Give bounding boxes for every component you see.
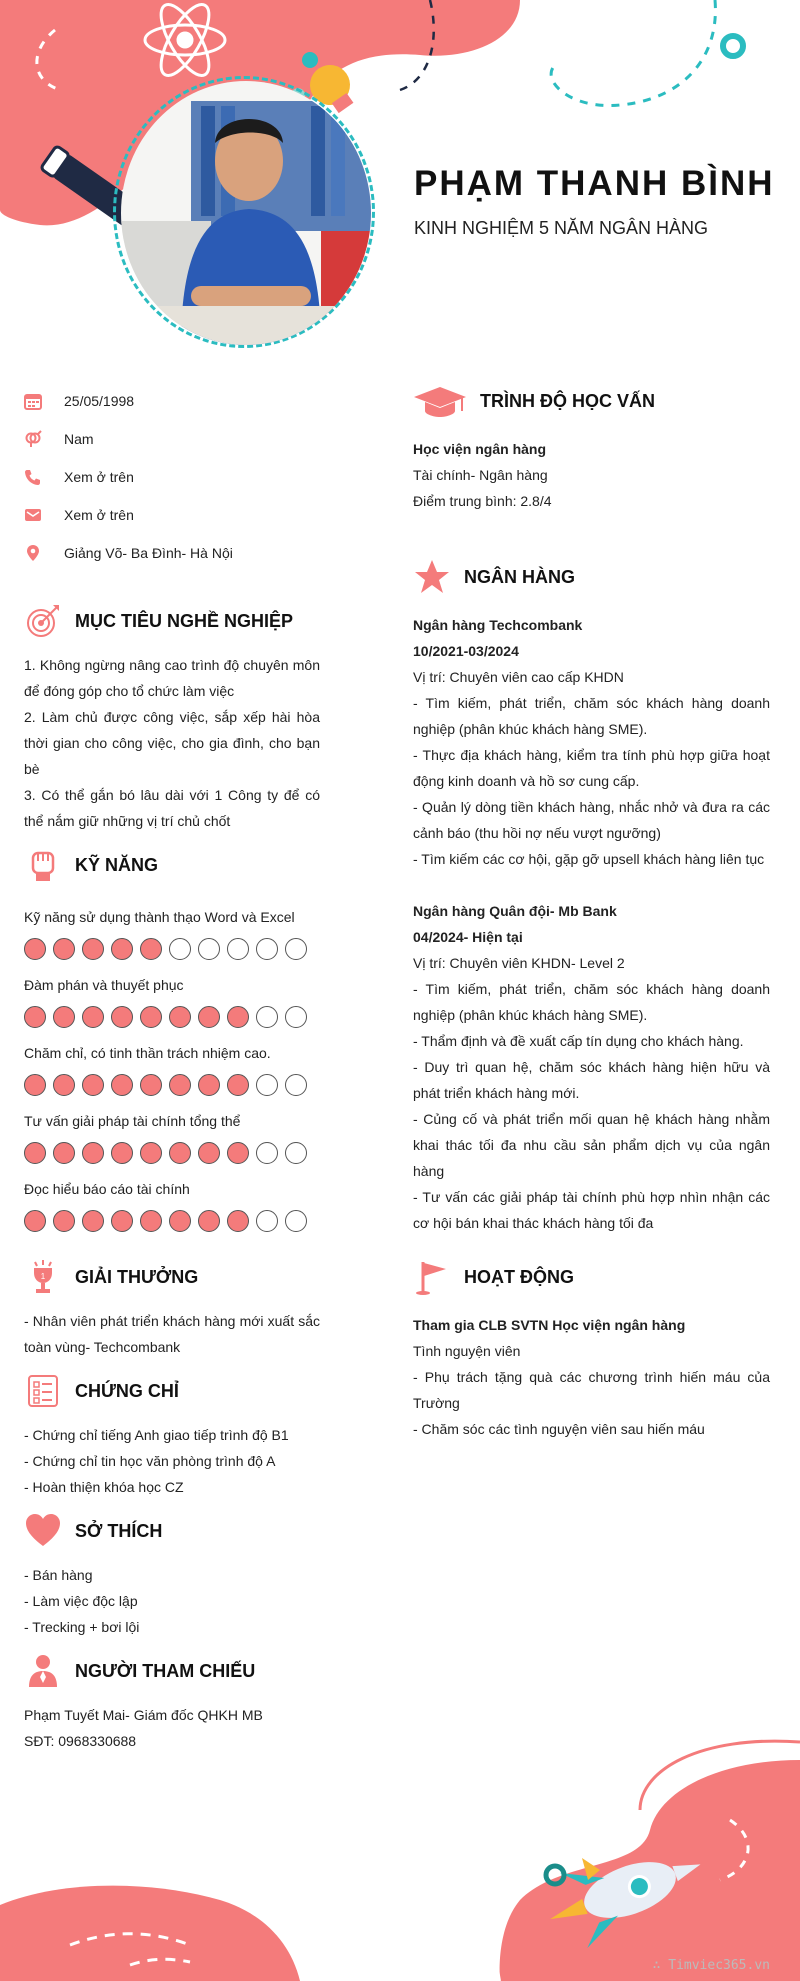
activity-line: - Phụ trách tặng quà các chương trình hiến máu của Trường	[413, 1369, 770, 1411]
job-position: Vị trí: Chuyên viên KHDN- Level 2	[413, 955, 625, 971]
star-icon	[413, 558, 451, 596]
rating-dot-empty	[256, 938, 278, 960]
contact-value: Xem ở trên	[64, 469, 134, 485]
contact-value: Giảng Võ- Ba Đình- Hà Nội	[64, 545, 233, 561]
right-column	[413, 378, 770, 1442]
education-title: TRÌNH ĐỘ HỌC VẤN	[480, 390, 655, 411]
rating-dot-empty	[285, 1142, 307, 1164]
awards-header	[24, 1254, 320, 1300]
rating-dot-filled	[24, 1074, 46, 1096]
job-duty: - Quản lý dòng tiền khách hàng, nhắc nhở và đưa ra các cảnh báo (thu hồi nợ nếu vượt ngưỡng)	[413, 799, 770, 841]
rating-dot-empty	[256, 1074, 278, 1096]
rating-dot-filled	[140, 938, 162, 960]
job-period: 10/2021-03/2024	[413, 643, 519, 659]
heart-icon	[24, 1512, 62, 1550]
calendar-icon	[24, 392, 42, 410]
skill-label: Tư vấn giải pháp tài chính tổng thể	[24, 1113, 241, 1129]
gender-icon	[24, 430, 42, 448]
contact-value: Xem ở trên	[64, 507, 134, 523]
activity-line: - Chăm sóc các tình nguyện viên sau hiến máu	[413, 1421, 705, 1437]
certificates-title: CHỨNG CHỈ	[75, 1380, 179, 1401]
job-company: Ngân hàng Techcombank	[413, 617, 583, 633]
rating-dot-filled	[198, 1006, 220, 1028]
objective-header	[24, 598, 320, 644]
rating-dot-filled	[198, 1142, 220, 1164]
certificate-line: - Chứng chỉ tiếng Anh giao tiếp trình độ B1	[24, 1427, 289, 1443]
job-duty: - Duy trì quan hệ, chăm sóc khách hàng hiện hữu và phát triển khách hàng mới.	[413, 1059, 770, 1101]
graduation-cap-icon	[413, 382, 467, 420]
rating-dot-filled	[24, 1006, 46, 1028]
checklist-icon	[24, 1372, 62, 1410]
activities-header	[413, 1254, 770, 1300]
rating-dot-filled	[140, 1006, 162, 1028]
objective-title: MỤC TIÊU NGHỀ NGHIỆP	[75, 610, 294, 631]
activity-org: Tham gia CLB SVTN Học viện ngân hàng	[413, 1317, 686, 1333]
rating-dot-empty	[256, 1142, 278, 1164]
hobby-line: - Trecking + bơi lội	[24, 1619, 140, 1635]
rating-dot-filled	[227, 1210, 249, 1232]
rating-dot-filled	[24, 938, 46, 960]
flag-icon	[413, 1258, 451, 1296]
references-header	[24, 1648, 320, 1694]
job-duty: - Thực địa khách hàng, kiểm tra tính phù hợp giữa hoạt động kinh doanh và hồ sơ cung cấp.	[413, 747, 770, 789]
skill-rating	[24, 1142, 320, 1164]
rating-dot-filled	[140, 1210, 162, 1232]
hobby-line: - Làm việc độc lập	[24, 1593, 138, 1609]
candidate-name: PHẠM THANH BÌNH	[414, 164, 775, 203]
rating-dot-filled	[111, 1210, 133, 1232]
rating-dot-filled	[111, 1006, 133, 1028]
rating-dot-filled	[53, 1142, 75, 1164]
awards-title: GIẢI THƯỞNG	[75, 1266, 199, 1287]
rating-dot-filled	[169, 1074, 191, 1096]
rating-dot-filled	[169, 1142, 191, 1164]
skill-rating	[24, 1074, 320, 1096]
rating-dot-empty	[256, 1006, 278, 1028]
activity-role: Tình nguyện viên	[413, 1343, 521, 1359]
skill-label: Đàm phán và thuyết phục	[24, 977, 184, 993]
reference-line: SĐT: 0968330688	[24, 1733, 137, 1749]
award-line: - Nhân viên phát triển khách hàng mới xuất sắc toàn vùng- Techcombank	[24, 1313, 320, 1355]
hobbies-header	[24, 1508, 320, 1554]
contact-birthday	[24, 382, 320, 420]
contact-phone	[24, 458, 320, 496]
skills-title: KỸ NĂNG	[75, 854, 159, 875]
rating-dot-filled	[111, 1074, 133, 1096]
rating-dot-filled	[24, 1210, 46, 1232]
certificate-line: - Chứng chỉ tin học văn phòng trình độ A	[24, 1453, 276, 1469]
rating-dot-filled	[53, 1210, 75, 1232]
rating-dot-empty	[285, 1210, 307, 1232]
education-header	[413, 378, 770, 424]
contact-email	[24, 496, 320, 534]
rating-dot-empty	[198, 938, 220, 960]
rating-dot-filled	[82, 1142, 104, 1164]
trophy-icon	[24, 1258, 62, 1296]
candidate-headline: KINH NGHIỆM 5 NĂM NGÂN HÀNG	[414, 218, 709, 238]
fist-icon	[24, 846, 62, 884]
job-position: Vị trí: Chuyên viên cao cấp KHDN	[413, 669, 624, 685]
rating-dot-filled	[82, 1210, 104, 1232]
objective-line: 1. Không ngừng nâng cao trình độ chuyên môn để đóng góp cho tổ chức làm việc	[24, 657, 320, 699]
experience-title: NGÂN HÀNG	[464, 566, 575, 587]
location-pin-icon	[24, 544, 42, 562]
left-column	[24, 382, 320, 1754]
activities-title: HOẠT ĐỘNG	[464, 1266, 574, 1287]
rating-dot-filled	[111, 938, 133, 960]
skill-label: Đọc hiểu báo cáo tài chính	[24, 1181, 190, 1197]
rating-dot-filled	[111, 1142, 133, 1164]
job-duty: - Củng cố và phát triển mối quan hệ khách hàng nhằm khai thác tối đa nhu cầu sản phẩm dịch vụ của ngân hàng	[413, 1111, 770, 1179]
job-period: 04/2024- Hiện tại	[413, 929, 523, 945]
skill-label: Chăm chỉ, có tinh thần trách nhiệm cao.	[24, 1045, 271, 1061]
contact-address	[24, 534, 320, 572]
skill-rating	[24, 1210, 320, 1232]
rating-dot-empty	[227, 938, 249, 960]
job-duty: - Tìm kiếm, phát triển, chăm sóc khách hàng doanh nghiệp (phân khúc khách hàng SME).	[413, 695, 770, 737]
education-gpa: Điểm trung bình: 2.8/4	[413, 493, 552, 509]
phone-icon	[24, 468, 42, 486]
reference-line: Phạm Tuyết Mai- Giám đốc QHKH MB	[24, 1707, 263, 1723]
certificates-header	[24, 1368, 320, 1414]
skill-rating	[24, 1006, 320, 1028]
rating-dot-filled	[53, 1006, 75, 1028]
target-icon	[24, 602, 62, 640]
contact-value: Nam	[64, 431, 94, 447]
rating-dot-filled	[198, 1210, 220, 1232]
contact-gender	[24, 420, 320, 458]
skill-rating	[24, 938, 320, 960]
rating-dot-filled	[82, 1074, 104, 1096]
hobby-line: - Bán hàng	[24, 1567, 93, 1583]
rating-dot-filled	[24, 1142, 46, 1164]
rating-dot-empty	[285, 938, 307, 960]
avatar	[121, 81, 371, 345]
references-title: NGƯỜI THAM CHIẾU	[75, 1660, 256, 1681]
job-duty: - Tư vấn các giải pháp tài chính phù hợp nhìn nhận các cơ hội bán khai thác khách hàng tối đa	[413, 1189, 770, 1231]
rating-dot-filled	[227, 1006, 249, 1028]
job-company: Ngân hàng Quân đội- Mb Bank	[413, 903, 617, 919]
svg-text:1: 1	[40, 1272, 46, 1281]
rating-dot-empty	[256, 1210, 278, 1232]
objective-line: 3. Có thể gắn bó lâu dài với 1 Công ty để có thể nắm giữ những vị trí chủ chốt	[24, 787, 320, 829]
hobbies-title: SỞ THÍCH	[75, 1520, 163, 1541]
contact-value: 25/05/1998	[64, 393, 135, 409]
experience-header	[413, 554, 770, 600]
rating-dot-empty	[285, 1074, 307, 1096]
certificate-line: - Hoàn thiện khóa học CZ	[24, 1479, 184, 1495]
watermark: ∴ Timviec365.vn	[652, 1958, 770, 1973]
rating-dot-filled	[82, 1006, 104, 1028]
email-icon	[24, 506, 42, 524]
objective-line: 2. Làm chủ được công việc, sắp xếp hài hòa thời gian cho công việc, cho gia đình, cho bạn bè	[24, 709, 320, 777]
job-duty: - Tìm kiếm, phát triển, chăm sóc khách hàng doanh nghiệp (phân khúc khách hàng SME).	[413, 981, 770, 1023]
rating-dot-empty	[169, 938, 191, 960]
education-school: Học viện ngân hàng	[413, 441, 547, 457]
skills-header	[24, 842, 320, 888]
rating-dot-empty	[285, 1006, 307, 1028]
rating-dot-filled	[140, 1142, 162, 1164]
rating-dot-filled	[227, 1074, 249, 1096]
rating-dot-filled	[82, 938, 104, 960]
rating-dot-filled	[169, 1006, 191, 1028]
rating-dot-filled	[53, 938, 75, 960]
rating-dot-filled	[198, 1074, 220, 1096]
job-duty: - Tìm kiếm các cơ hội, gặp gỡ upsell khách hàng liên tục	[413, 851, 765, 867]
rating-dot-filled	[53, 1074, 75, 1096]
rating-dot-filled	[169, 1210, 191, 1232]
skill-label: Kỹ năng sử dụng thành thạo Word và Excel	[24, 909, 295, 925]
job-duty: - Thẩm định và đề xuất cấp tín dụng cho khách hàng.	[413, 1033, 744, 1049]
person-icon	[24, 1652, 62, 1690]
rating-dot-filled	[140, 1074, 162, 1096]
rating-dot-filled	[227, 1142, 249, 1164]
skills-list	[24, 906, 320, 1232]
education-major: Tài chính- Ngân hàng	[413, 467, 548, 483]
